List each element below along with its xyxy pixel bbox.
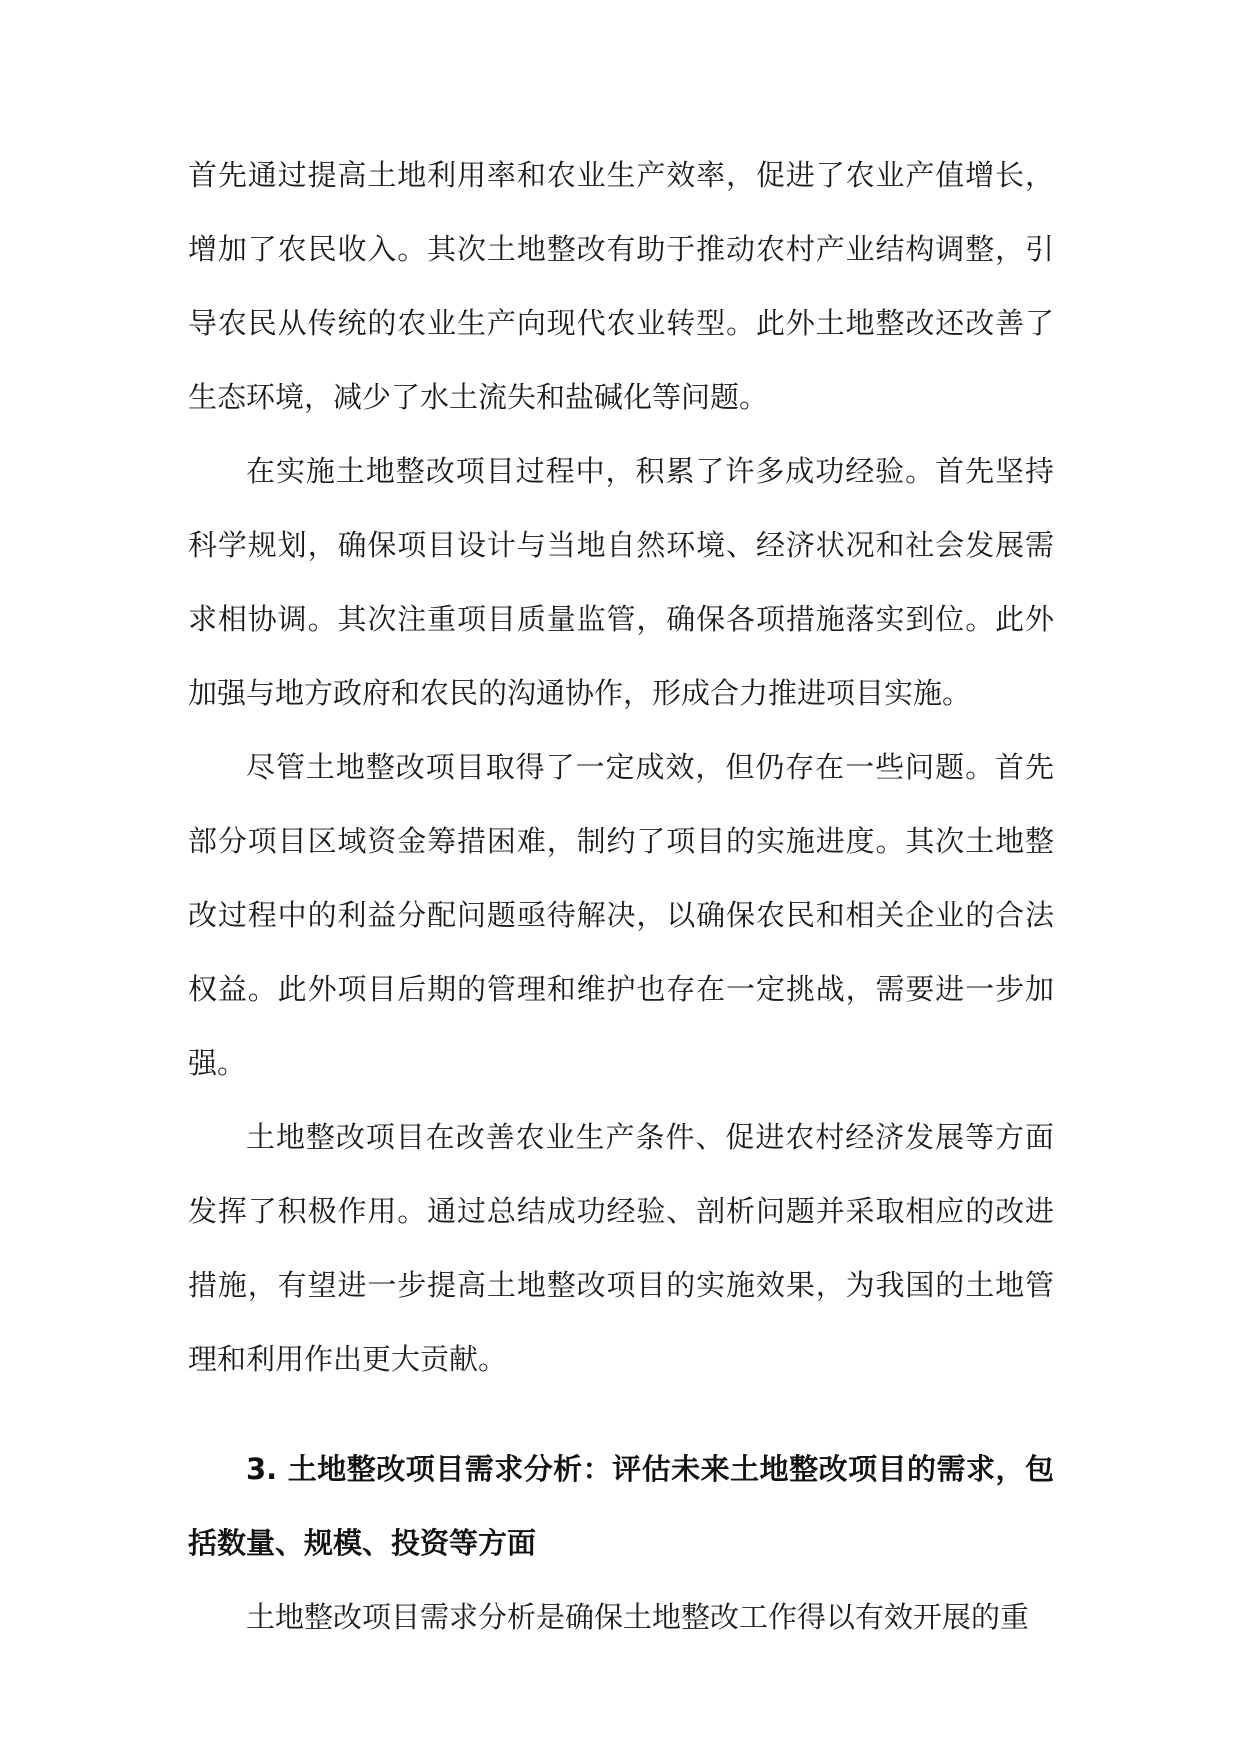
section-heading: 3. 土地整改项目需求分析：评估未来土地整改项目的需求，包括数量、规模、投资等方面 [188, 1452, 1054, 1560]
paragraph-benefits: 首先通过提高土地利用率和农业生产效率，促进了农业产值增长，增加了农民收入。其次土地整改有助于推动农村产业结构调整，引导农民从传统的农业生产向现代农业转型。此外土地整改还改善了生态环境，减少了水土流失和盐碱化等问题。 [188, 158, 1054, 414]
paragraph-experience: 在实施土地整改项目过程中，积累了许多成功经验。首先坚持科学规划，确保项目设计与当地自然环境、经济状况和社会发展需求相协调。其次注重项目质量监管，确保各项措施落实到位。此外加强与地方政府和农民的沟通协作，形成合力推进项目实施。 [188, 454, 1054, 710]
paragraph-problems: 尽管土地整改项目取得了一定成效，但仍存在一些问题。首先部分项目区域资金筹措困难，制约了项目的实施进度。其次土地整改过程中的利益分配问题亟待解决，以确保农民和相关企业的合法权益。此外项目后期的管理和维护也存在一定挑战，需要进一步加强。 [188, 750, 1054, 1080]
document-body [188, 138, 1054, 1654]
paragraph-demand-analysis: 土地整改项目需求分析是确保土地整改工作得以有效开展的重 [246, 1600, 1030, 1634]
paragraph-conclusion: 土地整改项目在改善农业生产条件、促进农村经济发展等方面发挥了积极作用。通过总结成功经验、剖析问题并采取相应的改进措施，有望进一步提高土地整改项目的实施效果，为我国的土地管理和利用作出更大贡献。 [188, 1120, 1054, 1376]
